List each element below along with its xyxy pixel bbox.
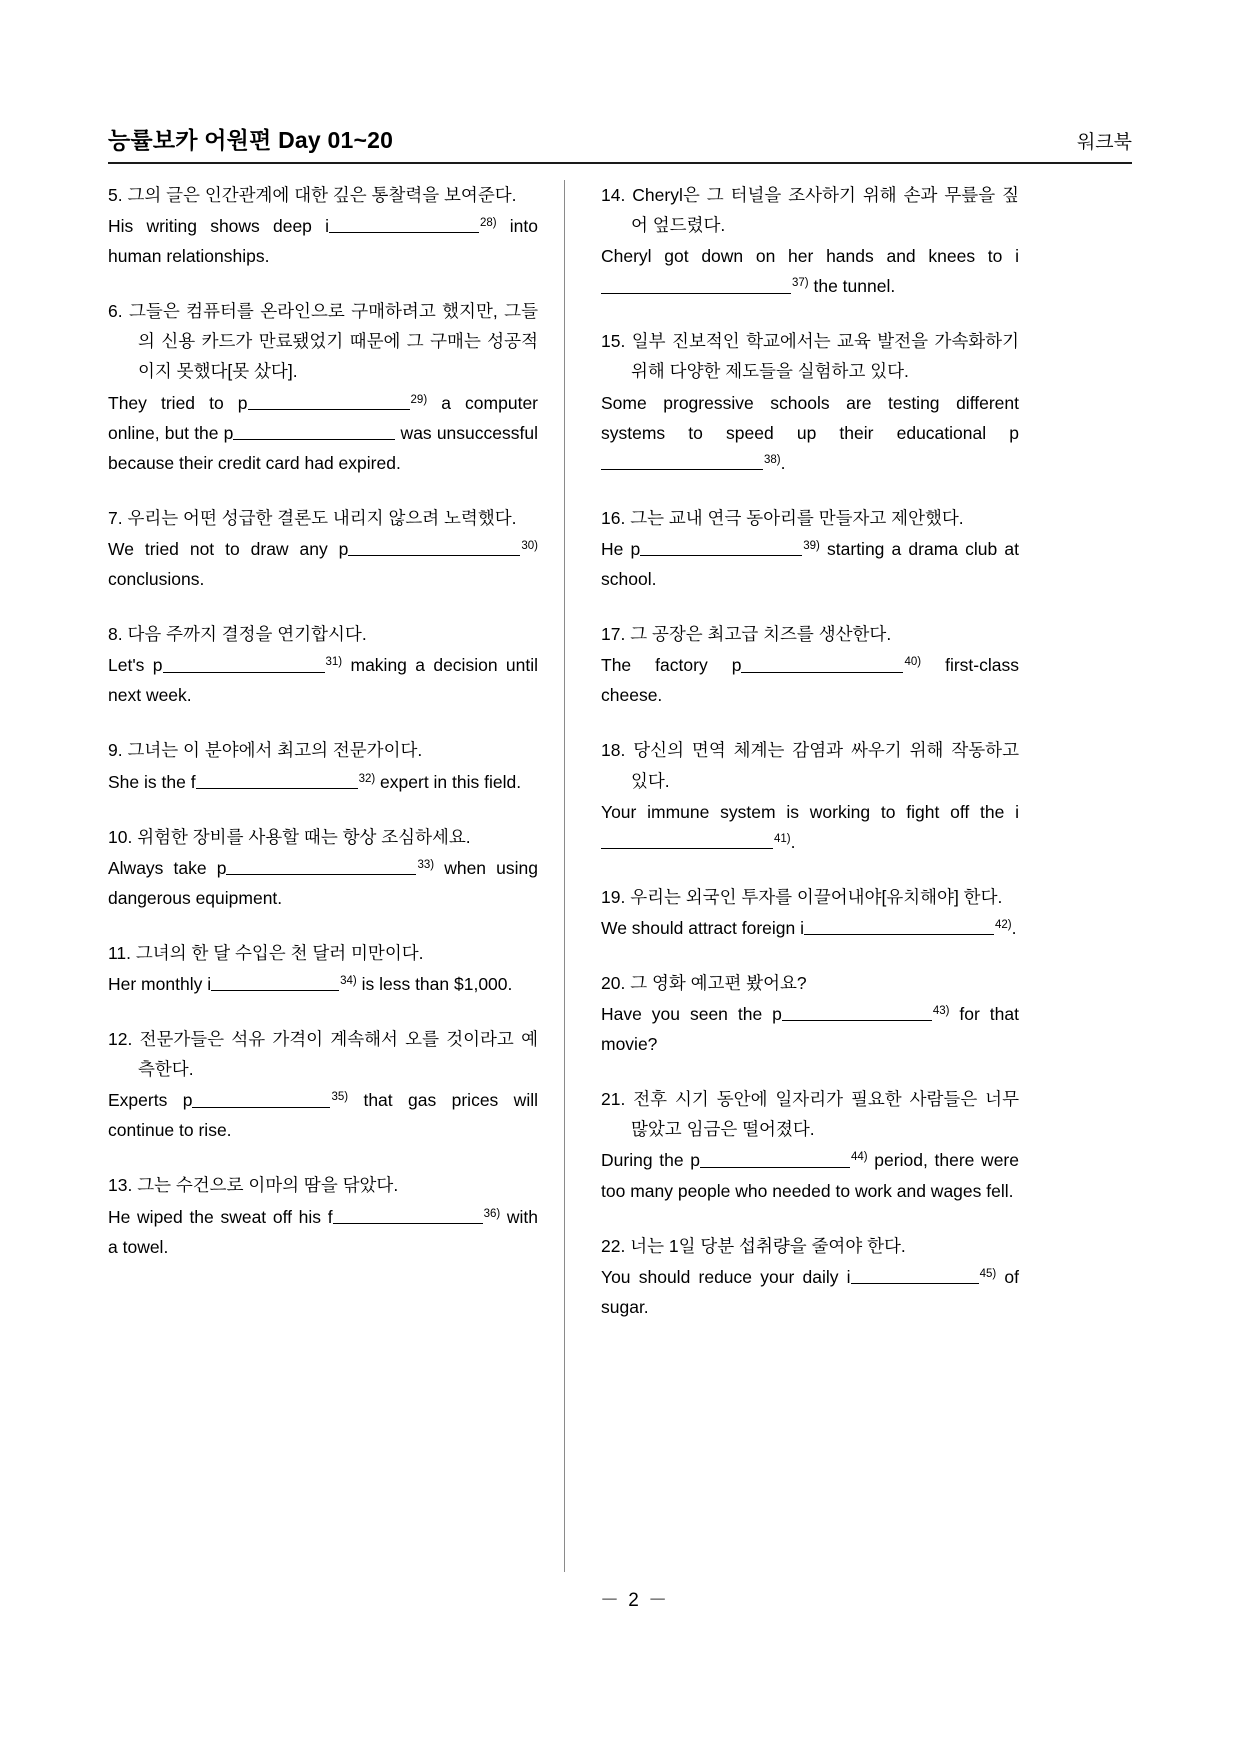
question-english-sentence [601,534,1019,594]
english-text: the tunnel. [808,276,896,297]
question-item [108,938,538,999]
answer-reference-number: 39) [803,539,820,552]
answer-reference-number: 43) [932,1005,950,1018]
question-korean-sentence [601,326,1019,386]
question-number: 5. [108,185,128,205]
answer-reference-number: 40) [904,656,922,669]
korean-text: Cheryl은 그 터널을 조사하기 위해 손과 무릎을 짚어 엎드렸다. [631,185,1019,236]
question-item [108,296,538,478]
question-number: 10. [108,826,138,847]
korean-text: 그녀는 이 분야에서 최고의 전문가이다. [127,740,423,761]
question-english-sentence [108,969,538,999]
korean-text: 우리는 외국인 투자를 이끌어내야[유치해야] 한다. [630,886,1003,907]
question-item [108,180,538,271]
english-text: making a decision until next week. [108,655,539,706]
answer-blank[interactable] [700,1150,850,1168]
page-number: － 2 － [600,1590,670,1611]
question-english-sentence [601,1145,1019,1205]
english-text: when using dangerous equipment. [108,857,538,908]
question-english-sentence [108,767,538,797]
answer-blank[interactable] [601,453,763,471]
english-text: Cheryl got down on her hands and knees to i [601,246,1019,267]
answer-blank[interactable] [601,831,773,849]
korean-text: 전후 시기 동안에 일자리가 필요한 사람들은 너무 많았고 임금은 떨어졌다. [631,1089,1019,1140]
question-korean-sentence [108,503,538,533]
question-item [601,326,1019,477]
english-text: period, there were too many people who needed to work and wages fell. [601,1150,1019,1201]
question-korean-sentence [108,1024,538,1084]
question-item [601,1084,1019,1205]
question-number: 14. [601,185,633,205]
question-item [108,1024,538,1145]
english-text: . [780,452,786,473]
english-text: Experts p [108,1090,193,1111]
english-text: expert in this field. [375,771,522,792]
answer-blank[interactable] [851,1266,979,1284]
question-item [108,503,538,594]
english-text: Always take p [108,857,227,878]
english-text: Let's p [108,655,163,676]
page-footer [0,1563,1240,1634]
question-item [601,882,1019,943]
english-text: is less than $1,000. [356,973,513,994]
answer-blank[interactable] [333,1206,483,1224]
question-number: 11. [108,942,136,963]
answer-blank[interactable] [233,422,395,440]
korean-text: 그녀의 한 달 수입은 천 달러 미만이다. [135,942,424,963]
question-korean-sentence [601,1231,1019,1261]
question-number: 20. [601,972,631,993]
english-text: conclusions. [108,569,205,590]
question-english-sentence [108,1085,538,1145]
question-number: 17. [601,624,631,645]
english-text: was unsuccessful because their credit card had expired. [108,422,538,473]
english-text: starting a drama club at school. [601,538,1020,590]
answer-blank[interactable] [640,539,802,557]
question-number: 6. [108,301,130,322]
question-english-sentence [108,1202,538,1262]
english-text: They tried to p [108,392,248,413]
page-header [108,104,1132,152]
answer-reference-number: 35) [331,1091,349,1104]
question-korean-sentence [601,1084,1019,1144]
answer-reference-number: 32) [358,772,376,785]
english-text: You should reduce your daily i [601,1266,851,1287]
answer-blank[interactable] [196,771,358,789]
english-text: . [1011,917,1017,938]
question-item [601,180,1019,301]
english-text: that gas prices will continue to rise. [108,1090,538,1141]
answer-reference-number: 34) [340,975,357,987]
korean-text: 그 영화 예고편 봤어요? [630,972,807,993]
question-english-sentence [108,211,538,271]
korean-text: 그 공장은 최고급 치즈를 생산한다. [630,624,892,645]
question-korean-sentence [601,180,1019,240]
question-korean-sentence [108,735,538,765]
question-english-sentence [601,913,1019,943]
question-number: 19. [601,886,631,907]
answer-reference-number: 33) [417,858,435,871]
korean-text: 그는 수건으로 이마의 땀을 닦았다. [137,1175,399,1196]
question-item [108,735,538,796]
korean-text: 다음 주까지 결정을 연기합시다. [127,624,367,645]
korean-text: 우리는 어떤 성급한 결론도 내리지 않으려 노력했다. [127,507,517,528]
question-item [601,968,1019,1059]
english-text: He p [601,538,641,559]
question-english-sentence [108,853,538,913]
question-korean-sentence [108,296,538,386]
english-text: for that movie? [601,1004,1019,1055]
question-korean-sentence [601,619,1019,649]
question-number: 15. [601,331,632,352]
english-text: . [790,831,796,852]
question-english-sentence [601,797,1019,857]
answer-blank[interactable] [163,655,325,673]
english-text: We tried not to draw any p [108,538,349,559]
answer-blank[interactable] [211,974,339,992]
left-column [108,180,550,1572]
question-number: 16. [601,507,631,528]
right-column [577,180,1019,1572]
english-text: Have you seen the p [601,1004,782,1025]
korean-text: 그는 교내 연극 동아리를 만들자고 제안했다. [630,507,964,528]
question-number: 22. [601,1235,631,1256]
header-right-label: 워크북 [1076,132,1132,153]
question-english-sentence [601,650,1019,710]
answer-reference-number: 36) [483,1207,501,1220]
english-text: with a towel. [108,1206,539,1257]
answer-reference-number: 41) [774,832,791,845]
question-english-sentence [601,1262,1019,1322]
question-english-sentence [601,999,1019,1059]
question-korean-sentence [108,1170,538,1200]
question-item [601,1231,1019,1322]
answer-blank[interactable] [741,655,903,673]
korean-text: 전문가들은 석유 가격이 계속해서 오를 것이라고 예측한다. [138,1029,538,1080]
answer-reference-number: 29) [410,393,428,406]
answer-reference-number: 31) [325,656,343,669]
english-text: We should attract foreign i [601,917,804,938]
question-english-sentence [601,241,1019,301]
english-text: of sugar. [601,1266,1019,1317]
question-number: 21. [601,1089,634,1110]
korean-text: 일부 진보적인 학교에서는 교육 발전을 가속화하기 위해 다양한 제도들을 실험하고 있다. [631,331,1019,382]
english-text: She is the f [108,771,196,792]
question-item [601,735,1019,856]
header-title: 능률보카 어원편 Day 01~20 [108,127,394,153]
answer-reference-number: 42) [994,918,1012,931]
english-text: a computer online, but the p [108,392,538,443]
answer-reference-number: 30) [521,539,538,552]
question-korean-sentence [108,619,538,649]
question-number: 13. [108,1175,138,1196]
question-korean-sentence [108,938,538,968]
question-item [108,619,538,710]
answer-reference-number: 37) [792,277,809,290]
question-english-sentence [108,388,538,478]
question-number: 8. [108,624,128,645]
answer-blank[interactable] [782,1004,932,1022]
question-korean-sentence [601,735,1019,795]
english-text: He wiped the sweat off his f [108,1206,333,1227]
question-number: 7. [108,507,128,528]
question-number: 18. [601,740,634,761]
korean-text: 그들은 컴퓨터를 온라인으로 구매하려고 했지만, 그들의 신용 카드가 만료됐었기 때문에 그 구매는 성공적이지 못했다[못 샀다]. [129,301,538,382]
answer-blank[interactable] [329,216,479,234]
english-text: into human relationships. [108,216,539,267]
question-english-sentence [108,650,538,710]
question-korean-sentence [108,822,538,852]
english-text: The factory p [601,655,742,676]
question-english-sentence [108,534,538,594]
english-text: His writing shows deep i [108,216,329,237]
column-divider-line [564,180,565,1572]
english-text: first-class cheese. [601,655,1019,706]
english-text: Her monthly i [108,973,212,994]
header-divider-rule [108,162,1132,164]
question-english-sentence [601,388,1019,478]
english-text: During the p [601,1150,700,1171]
answer-reference-number: 28) [479,217,497,230]
answer-reference-number: 44) [850,1151,868,1164]
question-number: 12. [108,1029,140,1050]
answer-blank[interactable] [226,857,416,875]
answer-reference-number: 38) [764,453,781,466]
english-text: Some progressive schools are testing different systems to speed up their educational p [601,392,1019,443]
korean-text: 당신의 면역 체계는 감염과 싸우기 위해 작동하고 있다. [631,740,1019,791]
answer-blank[interactable] [192,1090,330,1108]
question-korean-sentence [601,882,1019,912]
question-korean-sentence [601,968,1019,998]
answer-blank[interactable] [601,276,791,294]
question-item [601,619,1019,710]
question-korean-sentence [601,503,1019,533]
answer-blank[interactable] [804,918,994,936]
question-korean-sentence [108,180,538,210]
korean-text: 너는 1일 당분 섭취량을 줄여야 한다. [630,1235,906,1256]
question-item [108,1170,538,1261]
answer-blank[interactable] [348,539,520,557]
answer-reference-number: 45) [979,1267,997,1280]
question-item [108,822,538,913]
question-number: 9. [108,740,128,761]
english-text: Your immune system is working to fight off the i [601,801,1019,822]
korean-text: 위험한 장비를 사용할 때는 항상 조심하세요. [137,826,471,847]
korean-text: 그의 글은 인간관계에 대한 깊은 통찰력을 보여준다. [127,185,517,205]
answer-blank[interactable] [248,392,410,410]
question-item [601,503,1019,594]
two-column-body [108,180,1132,1572]
